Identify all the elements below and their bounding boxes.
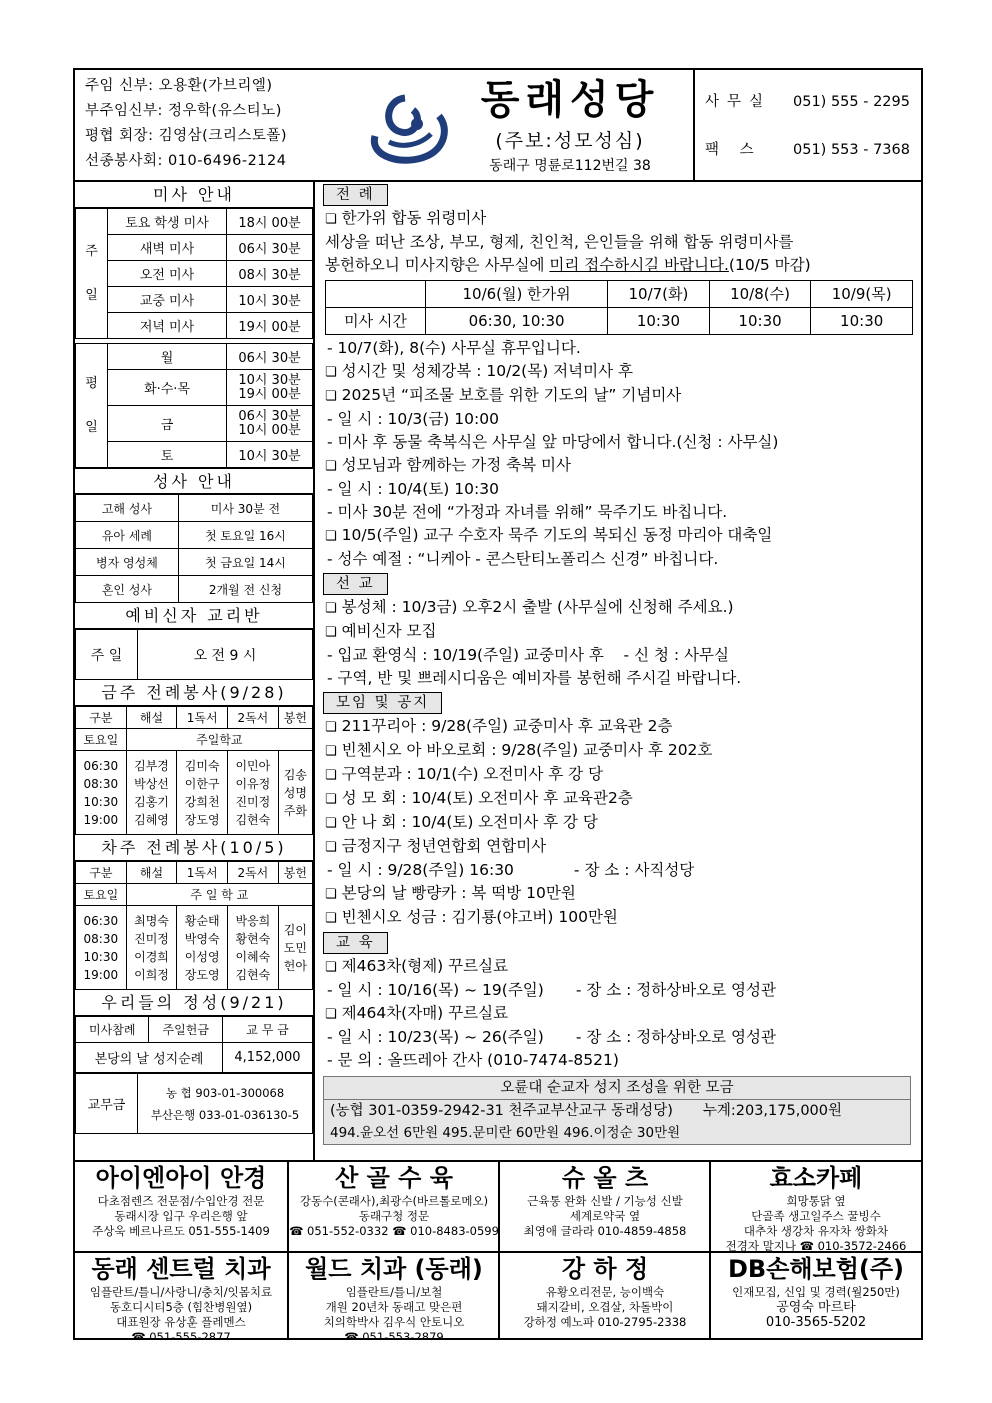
ad-dental-world bbox=[287, 1251, 499, 1340]
sat-value: 주일학교 bbox=[126, 729, 312, 751]
contact-box bbox=[693, 70, 921, 180]
ad-line: 대표원장 유상훈 플레멘스 bbox=[116, 1315, 246, 1329]
mass-time: 19시 00분 bbox=[227, 313, 313, 339]
memorial-text-2 bbox=[317, 254, 921, 277]
staff-funeral: 선종봉사회: 010-6496-2124 bbox=[85, 153, 287, 169]
ad-optical bbox=[75, 1162, 287, 1251]
fax-number-row bbox=[705, 138, 915, 159]
ad-line: 다초점렌즈 전문점/수입안경 전문 bbox=[97, 1194, 265, 1208]
creation-day-note: - 미사 후 동물 축복식은 사무실 앞 마당에서 합니다.(신청 : 사무실) bbox=[327, 433, 779, 451]
offerings-table bbox=[75, 1016, 313, 1073]
cursillo-464-title: ❏ 제464차(자매) 꾸르실료 bbox=[317, 1002, 921, 1026]
cursillo-463-place: - 장 소 : 정하상바오로 영성관 bbox=[575, 981, 776, 999]
ad-line: 전경자 말지나 ☎ 010-3572-2466 bbox=[725, 1239, 907, 1251]
staff-council: 평협 회장: 김영삼(크리스토폴) bbox=[85, 128, 288, 144]
mass-times: 06:30 08:30 10:30 19:00 bbox=[76, 751, 127, 835]
catechumen-recruit-line bbox=[317, 644, 921, 667]
memorial-schedule-table bbox=[325, 280, 913, 335]
parish-logo-icon bbox=[365, 88, 451, 168]
advertisements bbox=[75, 1160, 921, 1338]
donation-box bbox=[323, 1076, 911, 1145]
bulletin-page bbox=[73, 68, 923, 1340]
donation-account: (농협 301-0359-2942-31 천주교부산교구 동래성당) bbox=[330, 1103, 673, 1119]
col-header: 구분 bbox=[76, 862, 127, 884]
sched-header bbox=[326, 281, 426, 308]
memorial-text-underlined: 미리 접수하시길 바랍니다. bbox=[549, 256, 729, 274]
ad-dental-central bbox=[75, 1251, 287, 1340]
ad-line: ☎ 051-553-2879 bbox=[344, 1330, 444, 1340]
sacrament-time: 첫 토요일 16시 bbox=[178, 522, 312, 549]
sat-label: 토요일 bbox=[76, 729, 127, 751]
parish-name: 동래성당 bbox=[480, 77, 660, 123]
ad-line: 근육통 완화 신발 / 기능성 신발 bbox=[527, 1194, 683, 1208]
cursillo-464-place: - 장 소 : 정하상바오로 영성관 bbox=[575, 1028, 776, 1046]
bulletin-header bbox=[75, 70, 921, 182]
sacrament-name: 병자 영성체 bbox=[76, 549, 179, 576]
col-header: 해설 bbox=[126, 707, 177, 729]
tithe-label: 교무금 bbox=[76, 1074, 138, 1134]
cursillo-463-line bbox=[317, 979, 921, 1002]
ad-line: 세계로약국 옆 bbox=[569, 1209, 641, 1223]
mass-day: 금 bbox=[108, 406, 227, 442]
ad-duck-restaurant bbox=[498, 1251, 710, 1340]
office-number: 051) 555 - 2295 bbox=[793, 94, 910, 110]
meeting-item: ❏ 안 나 회 : 10/4(토) 오전미사 후 강 당 bbox=[317, 811, 921, 835]
col-header: 구분 bbox=[76, 707, 127, 729]
meeting-item: ❏ 구역분과 : 10/1(수) 오전미사 후 강 당 bbox=[317, 763, 921, 787]
fax-label: 팩 스 bbox=[705, 142, 762, 158]
mass-day: 월 bbox=[108, 344, 227, 370]
ad-name: 동래 센트럴 치과 bbox=[91, 1255, 271, 1283]
ad-name: 슈 올 츠 bbox=[561, 1164, 649, 1192]
ad-name: DB손해보험(주) bbox=[727, 1255, 905, 1283]
liturgy-next-table bbox=[75, 861, 313, 990]
ad-line: 유황오리전문, 능이백숙 bbox=[545, 1285, 665, 1299]
memorial-deadline: (10/5 마감) bbox=[728, 256, 811, 274]
ad-line: 임플란트/틀니/사랑니/충치/잇몸치료 bbox=[89, 1285, 273, 1299]
meeting-item: ❏ 211꾸리아 : 9/28(주일) 교중미사 후 교육관 2층 bbox=[317, 715, 921, 739]
sunday-mass-table bbox=[75, 208, 313, 339]
ad-line: 인재모집, 신입 및 경력(월250만) bbox=[732, 1285, 900, 1299]
col-header: 2독서 bbox=[228, 707, 279, 729]
ad-line: 강하정 예노파 010-2795-2338 bbox=[523, 1315, 687, 1329]
mass-name: 오전 미사 bbox=[108, 261, 227, 287]
mass-name: 새벽 미사 bbox=[108, 235, 227, 261]
youth-mass-line bbox=[317, 859, 921, 882]
memorial-text-pre: 봉헌하오니 미사지향은 사무실에 bbox=[325, 256, 550, 274]
youth-mass-date: - 일 시 : 9/28(주일) 16:30 bbox=[327, 861, 514, 879]
mass-time: 06시 30분 bbox=[227, 235, 313, 261]
sacrament-table bbox=[75, 494, 313, 603]
ad-line: 강동수(콘래사),최광수(바르톨로메오) bbox=[299, 1194, 489, 1208]
meeting-item: ❏ 성 모 회 : 10/4(토) 오전미사 후 교육관2층 bbox=[317, 787, 921, 811]
creation-day-title: ❏ 2025년 “피조물 보호를 위한 기도의 날” 기념미사 bbox=[317, 384, 921, 408]
office-closed-note: - 10/7(화), 8(수) 사무실 휴무입니다. bbox=[327, 339, 581, 357]
liturgy-this-table bbox=[75, 706, 313, 835]
ad-line: 동래구청 정문 bbox=[358, 1209, 430, 1223]
ad-line: 단골족 생고일주스 꿀빙수 bbox=[751, 1209, 881, 1223]
right-column bbox=[317, 182, 921, 1160]
staff-pastor: 주임 신부: 오용환(가브리엘) bbox=[85, 78, 273, 94]
offerings-title: 우리들의 정성(9/21) bbox=[75, 990, 313, 1016]
donation-total: 누계:203,175,000원 bbox=[702, 1103, 843, 1119]
sched-header: 10/6(월) 한가위 bbox=[426, 281, 608, 308]
creation-day-date: - 일 시 : 10/3(금) 10:00 bbox=[327, 410, 499, 428]
cursillo-464-line bbox=[317, 1026, 921, 1049]
col-header: 1독서 bbox=[177, 862, 228, 884]
ad-cafe bbox=[709, 1162, 921, 1251]
sacrament-name: 혼인 성사 bbox=[76, 576, 179, 603]
family-blessing-title: ❏ 성모님과 함께하는 가정 축복 미사 bbox=[317, 454, 921, 478]
weekday-mass-table bbox=[75, 343, 313, 468]
sacrament-time: 2개월 전 신청 bbox=[178, 576, 312, 603]
memorial-mass-title: ❏ 한가위 합동 위령미사 bbox=[317, 207, 921, 231]
col-header: 2독서 bbox=[228, 862, 279, 884]
ad-insurance bbox=[709, 1251, 921, 1340]
sched-header: 10/8(수) bbox=[709, 281, 811, 308]
sacrament-time: 미사 30분 전 bbox=[178, 495, 312, 522]
ad-line: 동래시장 입구 우리은행 앞 bbox=[114, 1209, 248, 1223]
cursillo-464-date: - 일 시 : 10/23(목) ~ 26(주일) bbox=[327, 1028, 544, 1046]
mass-guide-title: 미사 안내 bbox=[75, 182, 313, 208]
reading1-names: 황순태 박영숙 이성영 장도영 bbox=[177, 906, 228, 990]
ad-line: 임플란트/틀니/보철 bbox=[345, 1285, 443, 1299]
family-blessing-note: - 미사 30분 전에 “가정과 자녀를 위해” 묵주기도 바칩니다. bbox=[327, 503, 728, 521]
ad-name: 산 골 수 육 bbox=[335, 1164, 453, 1192]
sacrament-time: 첫 금요일 14시 bbox=[178, 549, 312, 576]
cursillo-463-date: - 일 시 : 10/16(목) ~ 19(주일) bbox=[327, 981, 544, 999]
bread-donation: ❏ 본당의 날 빵량카 : 복 떡방 10만원 bbox=[317, 882, 921, 906]
sacrament-name: 고해 성사 bbox=[76, 495, 179, 522]
section-tag-liturgy: 전 례 bbox=[323, 184, 388, 206]
meeting-item: ❏ 빈첸시오 아 바오로회 : 9/28(주일) 교중미사 후 202호 bbox=[317, 739, 921, 763]
ad-line: 동호디시티5층 (힘찬병원옆) bbox=[109, 1300, 253, 1314]
tithe-table bbox=[75, 1073, 313, 1134]
bank-account: 농 협 903-01-300068 bbox=[165, 1085, 285, 1100]
catechumen-table bbox=[75, 629, 313, 680]
section-tag-education: 교 육 bbox=[323, 932, 388, 954]
parish-patron: (주보:성모성심) bbox=[495, 130, 645, 152]
parish-address: 동래구 명륜로112번길 38 bbox=[489, 158, 651, 174]
sched-cell: 10:30 bbox=[709, 308, 811, 335]
mass-day: 토 bbox=[108, 442, 227, 468]
apply-office: - 신 청 : 사무실 bbox=[623, 646, 729, 664]
sat-value: 주 일 학 교 bbox=[126, 884, 312, 906]
offering-names: 김이 도민 헌아 bbox=[278, 906, 312, 990]
mass-name: 교중 미사 bbox=[108, 287, 227, 313]
left-column bbox=[75, 182, 315, 1160]
memorial-text: 세상을 떠난 조상, 부모, 형제, 친인척, 은인들을 위해 합동 위령미사를 bbox=[325, 233, 794, 251]
ad-restaurant bbox=[287, 1162, 499, 1251]
ad-line: 돼지갈비, 오겹살, 차돌박이 bbox=[536, 1300, 674, 1314]
reading2-names: 박응희 황현숙 이혜숙 김현숙 bbox=[228, 906, 279, 990]
ad-name: 효소카페 bbox=[769, 1164, 863, 1192]
staff-assistant: 부주임신부: 정우학(유스티노) bbox=[85, 103, 282, 119]
col-header: 1독서 bbox=[177, 707, 228, 729]
ad-name: 아이엔아이 안경 bbox=[95, 1164, 267, 1192]
offering-names: 김송 성명 주화 bbox=[278, 751, 312, 835]
liturgy-this-title: 금주 전례봉사(9/28) bbox=[75, 680, 313, 706]
ad-line: 희망통닭 옆 bbox=[786, 1194, 846, 1208]
col-header: 해설 bbox=[126, 862, 177, 884]
commentary-names: 최명숙 진미정 이경희 이희정 bbox=[126, 906, 177, 990]
ad-shoes bbox=[498, 1162, 710, 1251]
ad-name: 월드 치과 (동래) bbox=[305, 1255, 483, 1283]
donation-account-line bbox=[324, 1100, 910, 1122]
sched-header: 10/7(화) bbox=[608, 281, 710, 308]
cursillo-contact: - 문 의 : 올뜨레아 간사 (010-7474-8521) bbox=[327, 1051, 619, 1069]
sched-header: 10/9(목) bbox=[811, 281, 913, 308]
mass-day: 화·수·목 bbox=[108, 370, 227, 406]
reading2-names: 이민아 이유정 진미정 김현숙 bbox=[228, 751, 279, 835]
sched-cell: 10:30 bbox=[608, 308, 710, 335]
patron-feast-note: - 성수 예절 : “니케아 - 콘스탄티노폴리스 신경” 바칩니다. bbox=[327, 550, 719, 568]
youth-mass-title: ❏ 금정지구 청년연합회 연합미사 bbox=[317, 835, 921, 859]
youth-mass-place: - 장 소 : 사직성당 bbox=[573, 861, 695, 879]
mass-time: 10시 30분 bbox=[227, 442, 313, 468]
ad-line: 개원 20년차 동래고 맞은편 bbox=[325, 1300, 463, 1314]
ad-line: 최영애 글라라 010-4859-4858 bbox=[523, 1224, 687, 1238]
special-offering-label: 본당의 날 성지순례 bbox=[76, 1043, 223, 1073]
donation-donors: 494.윤오선 6만원 495.문미란 60만원 496.이정순 30만원 bbox=[330, 1125, 681, 1141]
ad-line: 주상욱 베르나르도 051-555-1409 bbox=[92, 1224, 270, 1238]
mass-time: 10시 30분 19시 00분 bbox=[227, 370, 313, 406]
reading1-names: 김미숙 이한구 강희천 장도영 bbox=[177, 751, 228, 835]
catechumen-recruit-title: ❏ 예비신자 모집 bbox=[317, 620, 921, 644]
sched-cell: 10:30 bbox=[811, 308, 913, 335]
commentary-names: 김부경 박상선 김홍기 김혜영 bbox=[126, 751, 177, 835]
weekday-label: 평 일 bbox=[76, 344, 108, 468]
catechumen-time: 오 전 9 시 bbox=[138, 630, 313, 680]
holy-hour: ❏ 성시간 및 성체강복 : 10/2(목) 저녁미사 후 bbox=[317, 360, 921, 384]
ad-line: 공영숙 마르타 bbox=[776, 1300, 856, 1315]
section-tag-meetings: 모임 및 공지 bbox=[323, 692, 442, 714]
liturgy-next-title: 차주 전례봉사(10/5) bbox=[75, 835, 313, 861]
mass-time: 18시 00분 bbox=[227, 209, 313, 235]
communion-visit: ❏ 봉성체 : 10/3금) 오후2시 출발 (사무실에 신청해 주세요.) bbox=[317, 596, 921, 620]
col-header: 봉헌 bbox=[278, 707, 312, 729]
col-header: 주일헌금 bbox=[149, 1017, 223, 1043]
vincent-donation: ❏ 빈첸시오 성금 : 김기룡(야고버) 100만원 bbox=[317, 906, 921, 930]
sacrament-title: 성사 안내 bbox=[75, 468, 313, 494]
sunday-label: 주 일 bbox=[76, 209, 108, 339]
col-header: 미사참례 bbox=[76, 1017, 149, 1043]
sched-cell: 미사 시간 bbox=[326, 308, 426, 335]
catechumen-day: 주 일 bbox=[76, 630, 138, 680]
welcome-ceremony: - 입교 환영식 : 10/19(주일) 교중미사 후 bbox=[327, 646, 604, 664]
mass-time: 06시 30분 bbox=[227, 344, 313, 370]
mass-time: 06시 30분 10시 00분 bbox=[227, 406, 313, 442]
office-phone bbox=[705, 90, 915, 111]
mass-times: 06:30 08:30 10:30 19:00 bbox=[76, 906, 127, 990]
sacrament-name: 유아 세례 bbox=[76, 522, 179, 549]
cursillo-463-title: ❏ 제463차(형제) 꾸르실료 bbox=[317, 955, 921, 979]
col-header: 봉헌 bbox=[278, 862, 312, 884]
staff-list bbox=[85, 74, 345, 174]
col-header: 교 무 금 bbox=[223, 1017, 313, 1043]
sat-label: 토요일 bbox=[76, 884, 127, 906]
ad-line: 대추차 생강차 유자차 쌍화차 bbox=[743, 1224, 889, 1238]
sched-cell: 06:30, 10:30 bbox=[426, 308, 608, 335]
mass-name: 저녁 미사 bbox=[108, 313, 227, 339]
tithe-accounts bbox=[138, 1074, 313, 1134]
fax-number: 051) 553 - 7368 bbox=[793, 142, 910, 158]
ad-line: 치의학박사 김우식 안토니오 bbox=[323, 1315, 465, 1329]
office-label: 사무실 bbox=[705, 94, 772, 110]
ad-line: ☎ 051-555-2877 bbox=[131, 1330, 231, 1340]
catechumen-recruit-note: - 구역, 반 및 쁘레시디움은 예비자를 봉헌해 주시길 바랍니다. bbox=[327, 669, 742, 687]
mass-name: 토요 학생 미사 bbox=[108, 209, 227, 235]
ad-line: 010-3565-5202 bbox=[765, 1315, 867, 1330]
ad-name: 강 하 정 bbox=[561, 1255, 649, 1283]
donation-title: 오륜대 순교자 성지 조성을 위한 모금 bbox=[324, 1077, 910, 1100]
patron-feast-title: ❏ 10/5(주일) 교구 수호자 묵주 기도의 복되신 동정 마리아 대축일 bbox=[317, 524, 921, 548]
family-blessing-date: - 일 시 : 10/4(토) 10:30 bbox=[327, 480, 499, 498]
bank-account: 부산은행 033-01-036130-5 bbox=[150, 1107, 300, 1122]
ad-line: ☎ 051-552-0332 ☎ 010-8483-0599 bbox=[289, 1224, 499, 1238]
mass-time: 08시 30분 bbox=[227, 261, 313, 287]
special-offering-amount: 4,152,000 bbox=[223, 1043, 313, 1073]
catechumen-title: 예비신자 교리반 bbox=[75, 603, 313, 629]
section-tag-mission: 선 교 bbox=[323, 573, 388, 595]
mass-time: 10시 30분 bbox=[227, 287, 313, 313]
